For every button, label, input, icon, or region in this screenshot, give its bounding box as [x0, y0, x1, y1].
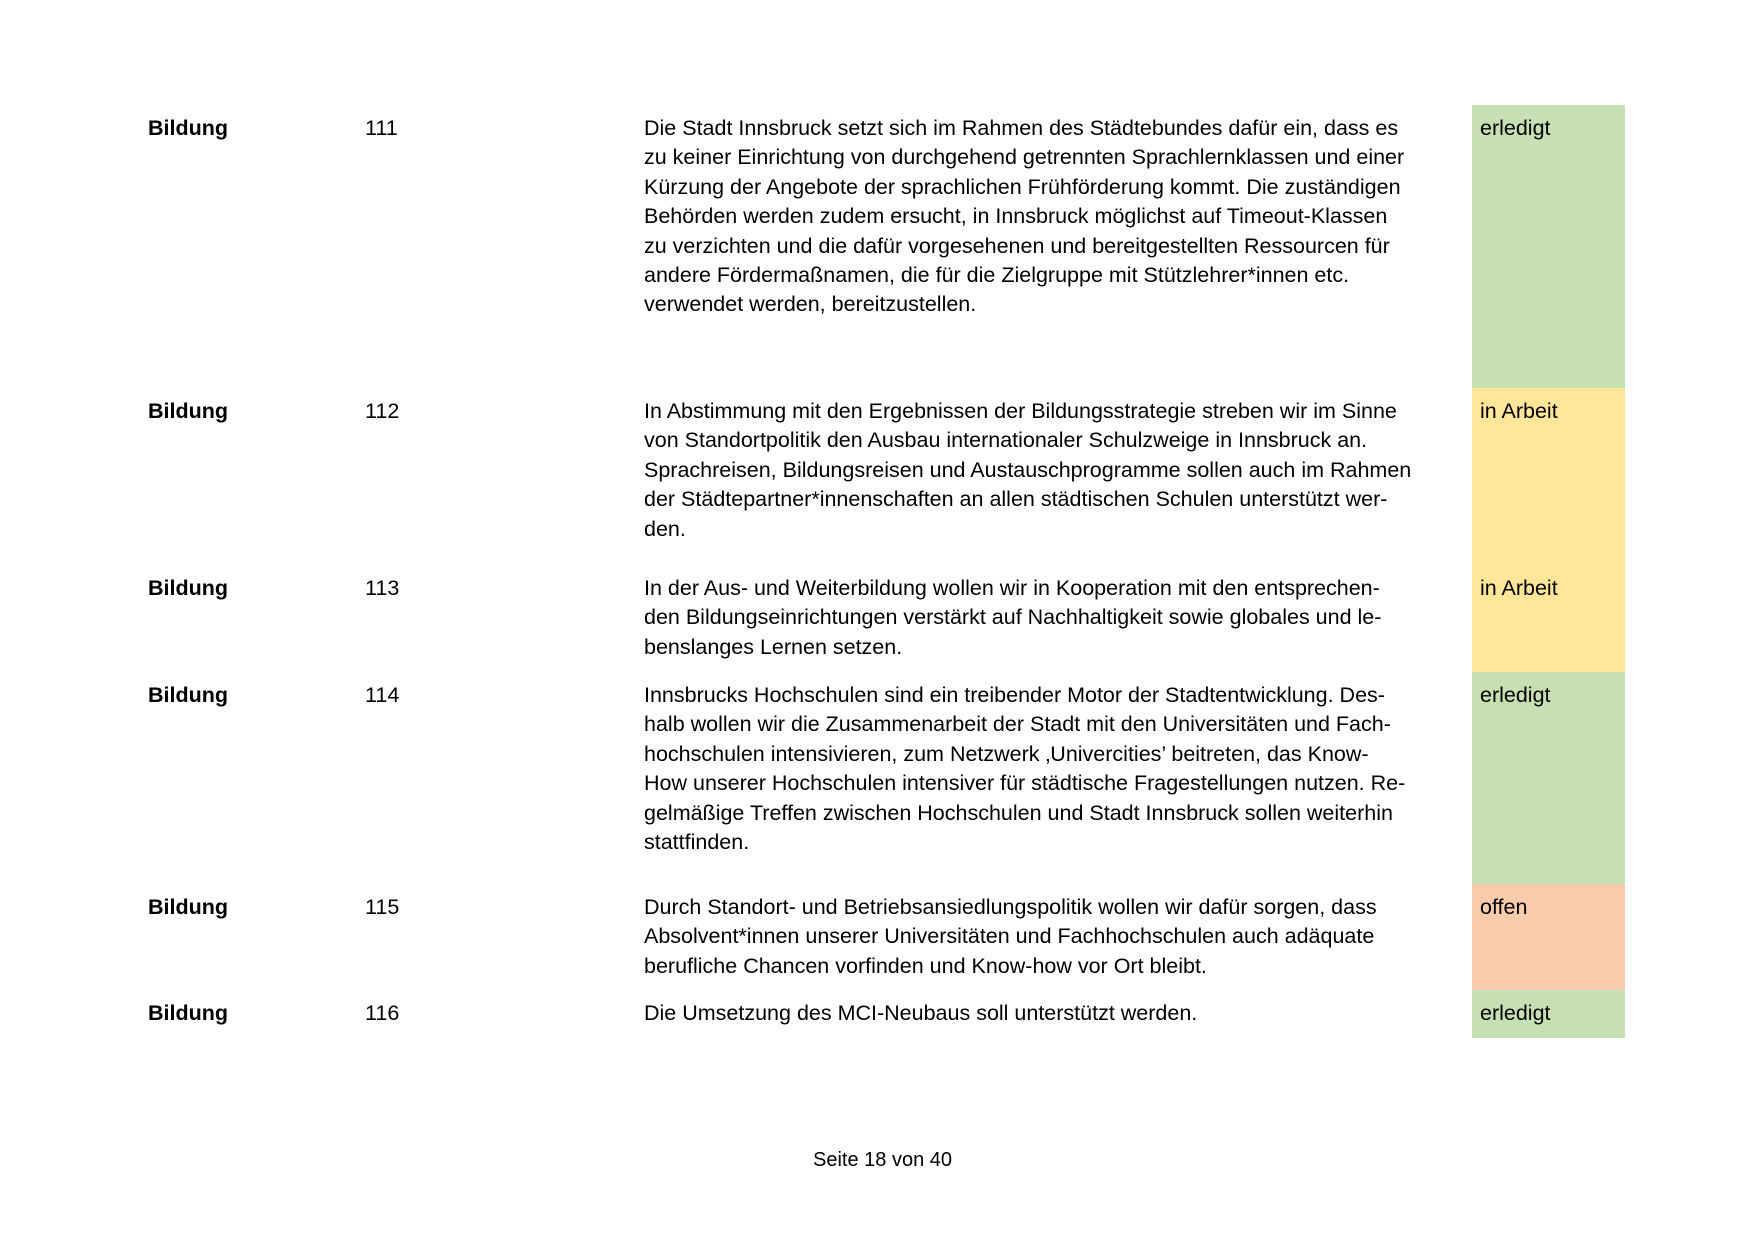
category-cell: Bildung	[148, 1001, 229, 1025]
measure-text-cell: Innsbrucks Hochschulen sind ein treibender Motor der Stadtentwicklung. Des- halb wollen wir die Zusammenarbeit der Stadt mit den Universitäten und Fach- hochschulen intensivieren, zum Netzwerk ‚Univercities’ beitreten, das Know- How unserer Hochschulen intensiver für städtische Fragestellungen nutzen. Re- gelmäßige Treffen zwischen Hochschulen und Stadt Innsbruck sollen weiterhin stattfinden.	[644, 683, 1406, 855]
number-cell: 116	[365, 1001, 400, 1025]
measure-text-cell: Die Umsetzung des MCI-Neubaus soll unterstützt werden.	[644, 1001, 1198, 1025]
number-cell: 113	[365, 576, 400, 600]
number-cell: 115	[365, 895, 400, 919]
table-row	[0, 672, 1753, 884]
category-cell: Bildung	[148, 683, 229, 707]
status-cell: offen	[1472, 884, 1625, 990]
measure-text-cell: In der Aus- und Weiterbildung wollen wir in Kooperation mit den entsprechen- den Bildungseinrichtungen verstärkt auf Nachhaltigkeit sowie globales und le- benslanges Lernen setzen.	[644, 576, 1382, 659]
table-row	[0, 565, 1753, 672]
page-number-footer: Seite 18 von 40	[813, 1149, 952, 1171]
number-cell: 114	[365, 683, 400, 707]
status-cell: in Arbeit	[1472, 388, 1625, 565]
category-cell: Bildung	[148, 895, 229, 919]
status-cell: erledigt	[1472, 990, 1625, 1038]
table-row	[0, 884, 1753, 990]
category-cell: Bildung	[148, 116, 229, 140]
table-row	[0, 990, 1753, 1038]
measure-text-cell: Durch Standort- und Betriebsansiedlungspolitik wollen wir dafür sorgen, dass Absolvent*innen unserer Universitäten und Fachhochschulen auch adäquate berufliche Chancen vorfinden und Know-how vor Ort bleibt.	[644, 895, 1377, 978]
category-cell: Bildung	[148, 399, 229, 423]
measures-table	[0, 105, 1753, 1038]
category-cell: Bildung	[148, 576, 229, 600]
measure-text-cell: Die Stadt Innsbruck setzt sich im Rahmen des Städtebundes dafür ein, dass es zu keiner Einrichtung von durchgehend getrennten Sprachlernklassen und einer Kürzung der Angebote der sprachlichen Frühförderung kommt. Die zuständigen Behörden werden zudem ersucht, in Innsbruck möglichst auf Timeout-Klassen zu verzichten und die dafür vorgesehenen und bereitgestellten Ressourcen für andere Fördermaßnamen, die für die Zielgruppe mit Stützlehrer*innen etc. verwendet werden, bereitzustellen.	[644, 116, 1405, 317]
number-cell: 112	[365, 399, 400, 423]
measure-text-cell: In Abstimmung mit den Ergebnissen der Bildungsstrategie streben wir im Sinne von Standortpolitik den Ausbau internationaler Schulzweige in Innsbruck an. Sprachreisen, Bildungsreisen und Austauschprogramme sollen auch im Rahmen der Städtepartner*innenschaften an allen städtischen Schulen unterstützt wer- den.	[644, 399, 1412, 541]
status-cell: in Arbeit	[1472, 565, 1625, 672]
table-row	[0, 388, 1753, 565]
table-row	[0, 105, 1753, 388]
status-cell: erledigt	[1472, 105, 1625, 388]
status-cell: erledigt	[1472, 672, 1625, 884]
number-cell: 111	[365, 116, 398, 140]
